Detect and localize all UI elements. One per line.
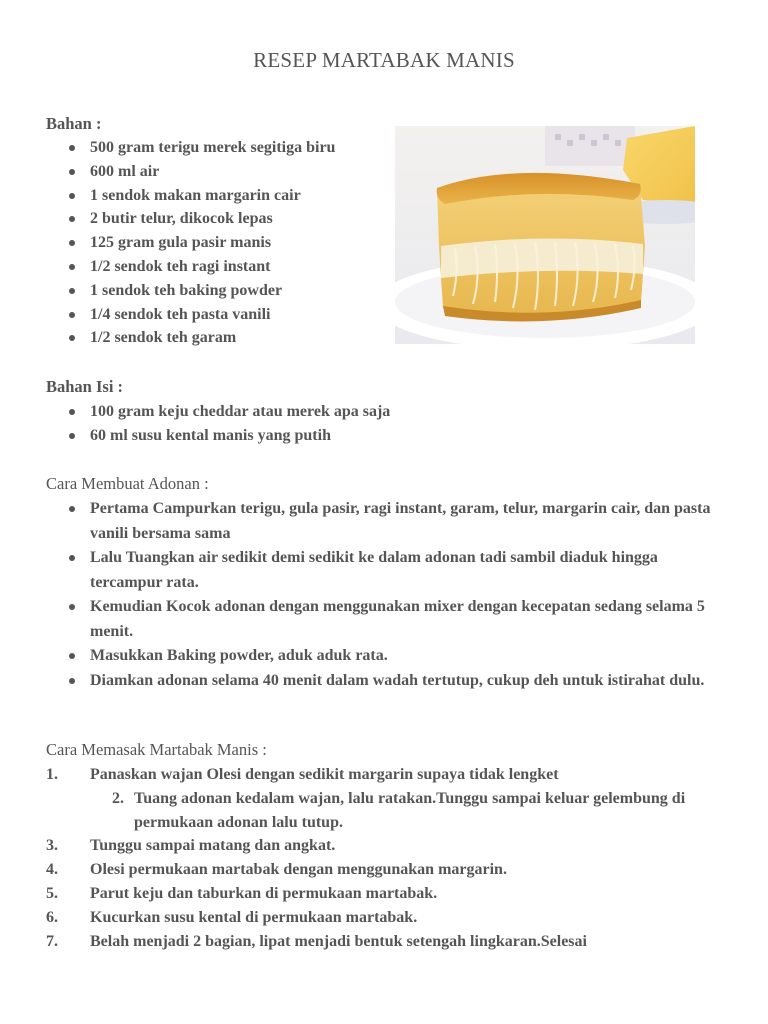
heading-cara-membuat-adonan: Cara Membuat Adonan :	[46, 474, 209, 493]
list-item: 1/2 sendok teh garam	[0, 326, 335, 350]
bullet-icon	[69, 169, 75, 175]
step-number: 7.	[46, 932, 58, 950]
list-item: Lalu Tuangkan air sedikit demi sedikit ke dalam adonan tadi sambil diaduk hingga tercampur rata.	[0, 546, 730, 595]
martabak-photo	[395, 126, 695, 344]
list-cara-membuat-adonan	[0, 497, 730, 693]
list-bahan-isi	[0, 400, 390, 448]
bullet-icon	[69, 433, 75, 439]
numbered-step: 6. Kucurkan susu kental di permukaan martabak.	[0, 906, 734, 930]
list-item: Kemudian Kocok adonan dengan menggunakan mixer dengan kecepatan sedang selama 5 menit.	[0, 595, 730, 644]
heading-bahan-isi: Bahan Isi :	[46, 377, 124, 396]
list-item: Pertama Campurkan terigu, gula pasir, ragi instant, garam, telur, margarin cair, dan pasta vanili bersama sama	[0, 497, 730, 546]
list-item: 1 sendok makan margarin cair	[0, 184, 335, 208]
martabak-image-icon	[395, 126, 695, 344]
bullet-icon	[69, 678, 75, 684]
list-item: 125 gram gula pasir manis	[0, 231, 335, 255]
heading-cara-memasak: Cara Memasak Martabak Manis :	[46, 740, 267, 759]
step-number: 1.	[46, 766, 58, 783]
bullet-icon	[69, 335, 75, 341]
list-cara-memasak	[0, 763, 734, 953]
bullet-icon	[69, 216, 75, 222]
bullet-icon	[69, 506, 75, 512]
list-item: 500 gram terigu merek segitiga biru	[0, 136, 335, 160]
list-item: 1 sendok teh baking powder	[0, 279, 335, 303]
step-number: 3.	[46, 837, 58, 855]
bullet-icon	[69, 264, 75, 270]
list-item: 1/2 sendok teh ragi instant	[0, 255, 335, 279]
step-number: 5.	[46, 884, 58, 902]
list-item: 100 gram keju cheddar atau merek apa saja	[0, 400, 390, 424]
bullet-icon	[69, 409, 75, 415]
numbered-step: 2. Tuang adonan kedalam wajan, lalu ratakan.Tunggu sampai keluar gelembung di permukaan adonan lalu tutup.	[0, 787, 734, 835]
list-bahan	[0, 136, 335, 350]
list-item: Masukkan Baking powder, aduk aduk rata.	[0, 644, 730, 669]
numbered-step: 3. Tunggu sampai matang dan angkat.	[0, 834, 734, 858]
bullet-icon	[69, 193, 75, 199]
bullet-icon	[69, 653, 75, 659]
bullet-icon	[69, 240, 75, 246]
step-number: 2.	[112, 789, 124, 807]
bullet-icon	[69, 555, 75, 561]
numbered-step: 1. Panaskan wajan Olesi dengan sedikit margarin supaya tidak lengket	[0, 763, 734, 787]
bullet-icon	[69, 288, 75, 294]
numbered-step: 4. Olesi permukaan martabak dengan menggunakan margarin.	[0, 858, 734, 882]
numbered-step: 7. Belah menjadi 2 bagian, lipat menjadi bentuk setengah lingkaran.Selesai	[0, 930, 734, 954]
list-item: 1/4 sendok teh pasta vanili	[0, 303, 335, 327]
list-item: 600 ml air	[0, 160, 335, 184]
numbered-step: 5. Parut keju dan taburkan di permukaan martabak.	[0, 882, 734, 906]
step-number: 6.	[46, 908, 58, 926]
bullet-icon	[69, 145, 75, 151]
heading-bahan: Bahan :	[46, 114, 102, 133]
list-item: Diamkan adonan selama 40 menit dalam wadah tertutup, cukup deh untuk istirahat dulu.	[0, 669, 730, 694]
list-item: 60 ml susu kental manis yang putih	[0, 424, 390, 448]
list-item: 2 butir telur, dikocok lepas	[0, 207, 335, 231]
bullet-icon	[69, 604, 75, 610]
bullet-icon	[69, 312, 75, 318]
step-number: 4.	[46, 861, 58, 879]
page-title: RESEP MARTABAK MANIS	[253, 48, 515, 72]
